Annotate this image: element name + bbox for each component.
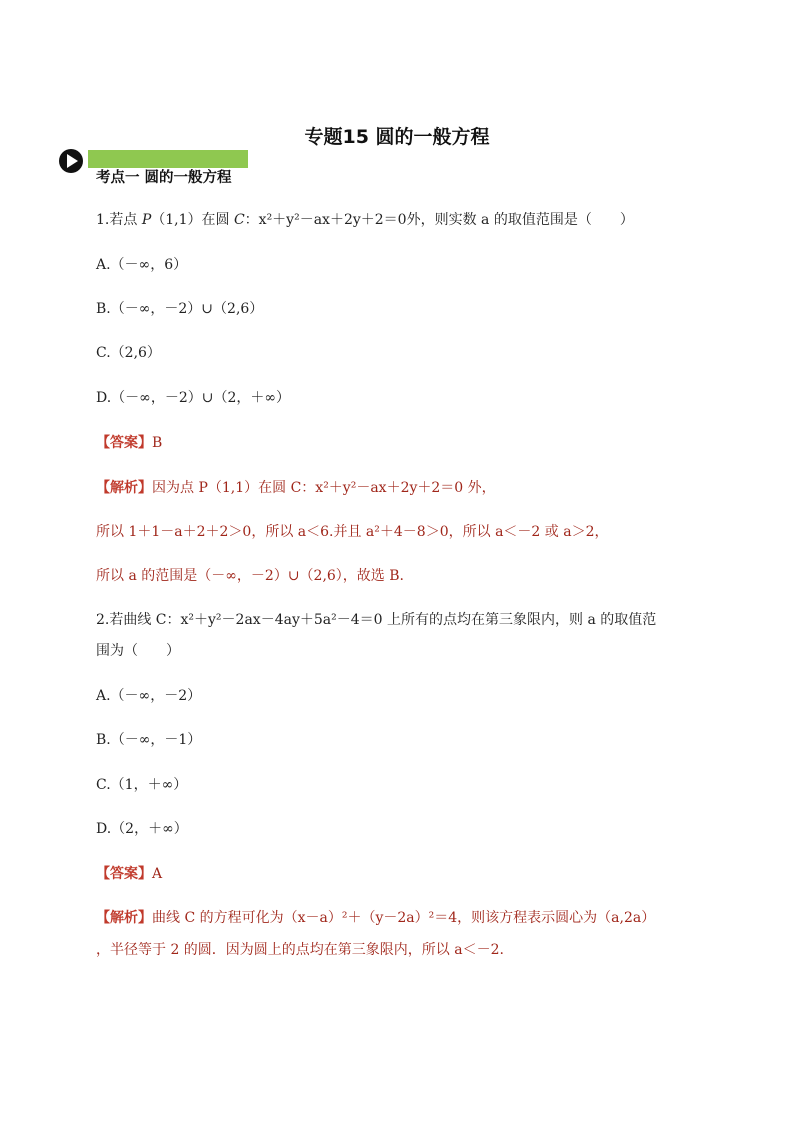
page-title: 专题15 圆的一般方程	[304, 126, 490, 148]
q2-analysis-line-2: ，半径等于 2 的圆．因为圆上的点均在第三象限内，所以 a＜－2.	[96, 942, 504, 958]
q1-analysis-line-2: 所以 1＋1－a＋2＋2＞0，所以 a＜6.并且 a²＋4－8＞0，所以 a＜－2 或 a＞2，	[96, 524, 609, 540]
q1-analysis-line-1: 【解析】因为点 P（1,1）在圆 C：x²＋y²－ax＋2y＋2＝0 外，	[96, 480, 496, 496]
q1-answer	[96, 433, 162, 453]
answer-label: 【答案】	[96, 435, 152, 451]
answer-value: B	[152, 435, 163, 451]
q2-option-a: A.（－∞，－2）	[96, 688, 202, 704]
q2-analysis-line-1: 【解析】曲线 C 的方程可化为（x－a）²＋（y－2a）²＝4，则该方程表示圆心为（a,2a）	[96, 910, 656, 926]
q1-option-a: A.（－∞，6）	[96, 257, 188, 273]
q2-stem-line-2: 围为（ ）	[96, 643, 180, 659]
answer-value: A	[152, 866, 163, 882]
q1-stem-text: 1.若点	[96, 212, 142, 228]
answer-label: 【答案】	[96, 866, 152, 882]
q1-option-b: B.（－∞，－2）∪（2,6）	[96, 301, 264, 317]
q1-option-d: D.（－∞，－2）∪（2，＋∞）	[96, 390, 291, 406]
analysis-label: 【解析】	[96, 480, 152, 496]
q2-option-d: D.（2，＋∞）	[96, 821, 188, 837]
q2-option-c: C.（1，＋∞）	[96, 777, 188, 793]
analysis-label: 【解析】	[96, 910, 152, 926]
q2-stem-line-1: 2.若曲线 C：x²＋y²－2ax－4ay＋5a²－4＝0 上所有的点均在第三象限内，则 a 的取值范	[96, 612, 657, 628]
q2-option-b: B.（－∞，－1）	[96, 732, 202, 748]
play-arrow-icon	[58, 148, 84, 174]
q1-analysis-line-3: 所以 a 的范围是（－∞，－2）∪（2,6），故选 B.	[96, 568, 404, 584]
q1-option-c: C.（2,6）	[96, 345, 161, 361]
q2-answer	[96, 864, 162, 884]
section-heading: 考点一 圆的一般方程	[96, 170, 232, 186]
q1-stem: 1.若点 P（1,1）在圆 C：x²＋y²－ax＋2y＋2＝0外，则实数 a 的取值范围是（ ）	[96, 212, 634, 228]
